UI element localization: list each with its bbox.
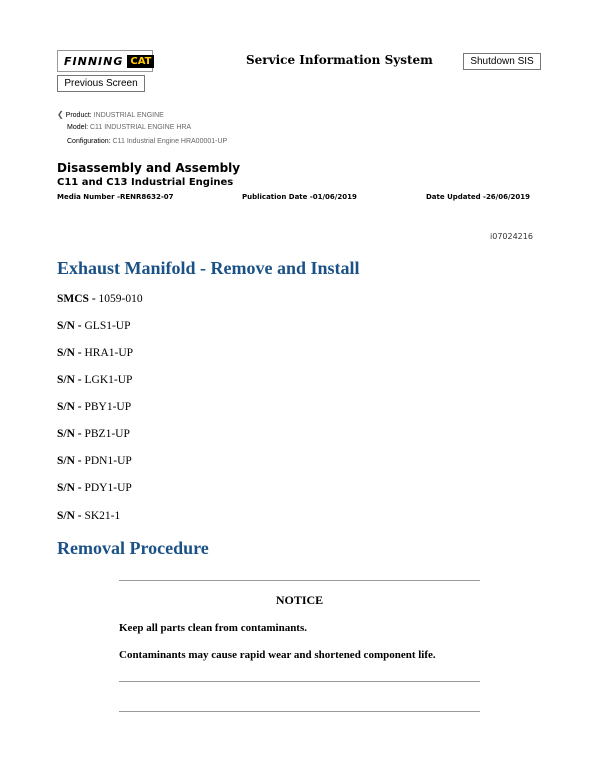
previous-screen-button[interactable]: Previous Screen xyxy=(57,75,145,92)
serial-row xyxy=(57,428,130,440)
notice-top-rule xyxy=(119,580,480,581)
serial-value: GLS1-UP xyxy=(84,320,131,332)
serial-label: S/N - xyxy=(57,428,82,440)
shutdown-sis-button[interactable]: Shutdown SIS xyxy=(463,53,541,70)
serial-row xyxy=(57,482,132,494)
configuration-value: C11 Industrial Engine HRA00001-UP xyxy=(112,138,228,145)
serial-label: S/N - xyxy=(57,401,82,413)
serial-value: PDY1-UP xyxy=(84,482,132,494)
serial-row xyxy=(57,320,131,332)
smcs-value: 1059-010 xyxy=(98,293,143,305)
serial-row xyxy=(57,510,120,522)
serial-value: PDN1-UP xyxy=(84,455,132,467)
serial-value: PBY1-UP xyxy=(84,401,132,413)
serial-label: S/N - xyxy=(57,374,82,386)
notice-bottom-rule xyxy=(119,681,480,682)
publication-date: Publication Date -01/06/2019 xyxy=(242,193,357,201)
serial-row xyxy=(57,374,132,386)
serial-value: HRA1-UP xyxy=(84,347,134,359)
product-row xyxy=(57,110,164,119)
removal-procedure-heading: Removal Procedure xyxy=(57,538,209,558)
model-label: Model: xyxy=(67,124,89,131)
page-heading: Exhaust Manifold - Remove and Install xyxy=(57,258,360,278)
configuration-row xyxy=(67,138,227,145)
notice-line-2: Contaminants may cause rapid wear and shortened component life. xyxy=(119,649,436,661)
smcs-row xyxy=(57,293,143,305)
product-label: Product: xyxy=(65,112,92,119)
configuration-label: Configuration: xyxy=(67,138,111,145)
chevron-left-icon[interactable]: ❮ xyxy=(57,110,64,119)
logo-text: FINNING xyxy=(64,54,124,68)
system-title: Service Information System xyxy=(246,53,433,67)
serial-value: LGK1-UP xyxy=(84,374,133,386)
document-title: Disassembly and Assembly xyxy=(57,161,241,175)
section-divider xyxy=(119,711,480,712)
media-number: Media Number -RENR8632-07 xyxy=(57,193,174,201)
reference-id: i07024216 xyxy=(490,232,533,241)
serial-label: S/N - xyxy=(57,320,82,332)
date-updated: Date Updated -26/06/2019 xyxy=(426,193,531,201)
serial-label: S/N - xyxy=(57,347,82,359)
serial-label: S/N - xyxy=(57,455,82,467)
notice-title: NOTICE xyxy=(275,593,324,607)
smcs-label: SMCS - xyxy=(57,293,96,305)
document-subtitle: C11 and C13 Industrial Engines xyxy=(57,177,234,188)
serial-label: S/N - xyxy=(57,510,82,522)
finning-cat-logo xyxy=(57,50,153,72)
serial-label: S/N - xyxy=(57,482,82,494)
product-value: INDUSTRIAL ENGINE xyxy=(93,112,164,119)
cat-badge: CAT xyxy=(127,55,154,68)
serial-row xyxy=(57,455,132,467)
serial-value: SK21-1 xyxy=(84,510,121,522)
notice-line-1: Keep all parts clean from contaminants. xyxy=(119,622,308,634)
model-row xyxy=(67,124,191,131)
model-value: C11 INDUSTRIAL ENGINE HRA xyxy=(89,124,192,131)
serial-value: PBZ1-UP xyxy=(84,428,130,440)
serial-row xyxy=(57,401,131,413)
serial-row xyxy=(57,347,133,359)
